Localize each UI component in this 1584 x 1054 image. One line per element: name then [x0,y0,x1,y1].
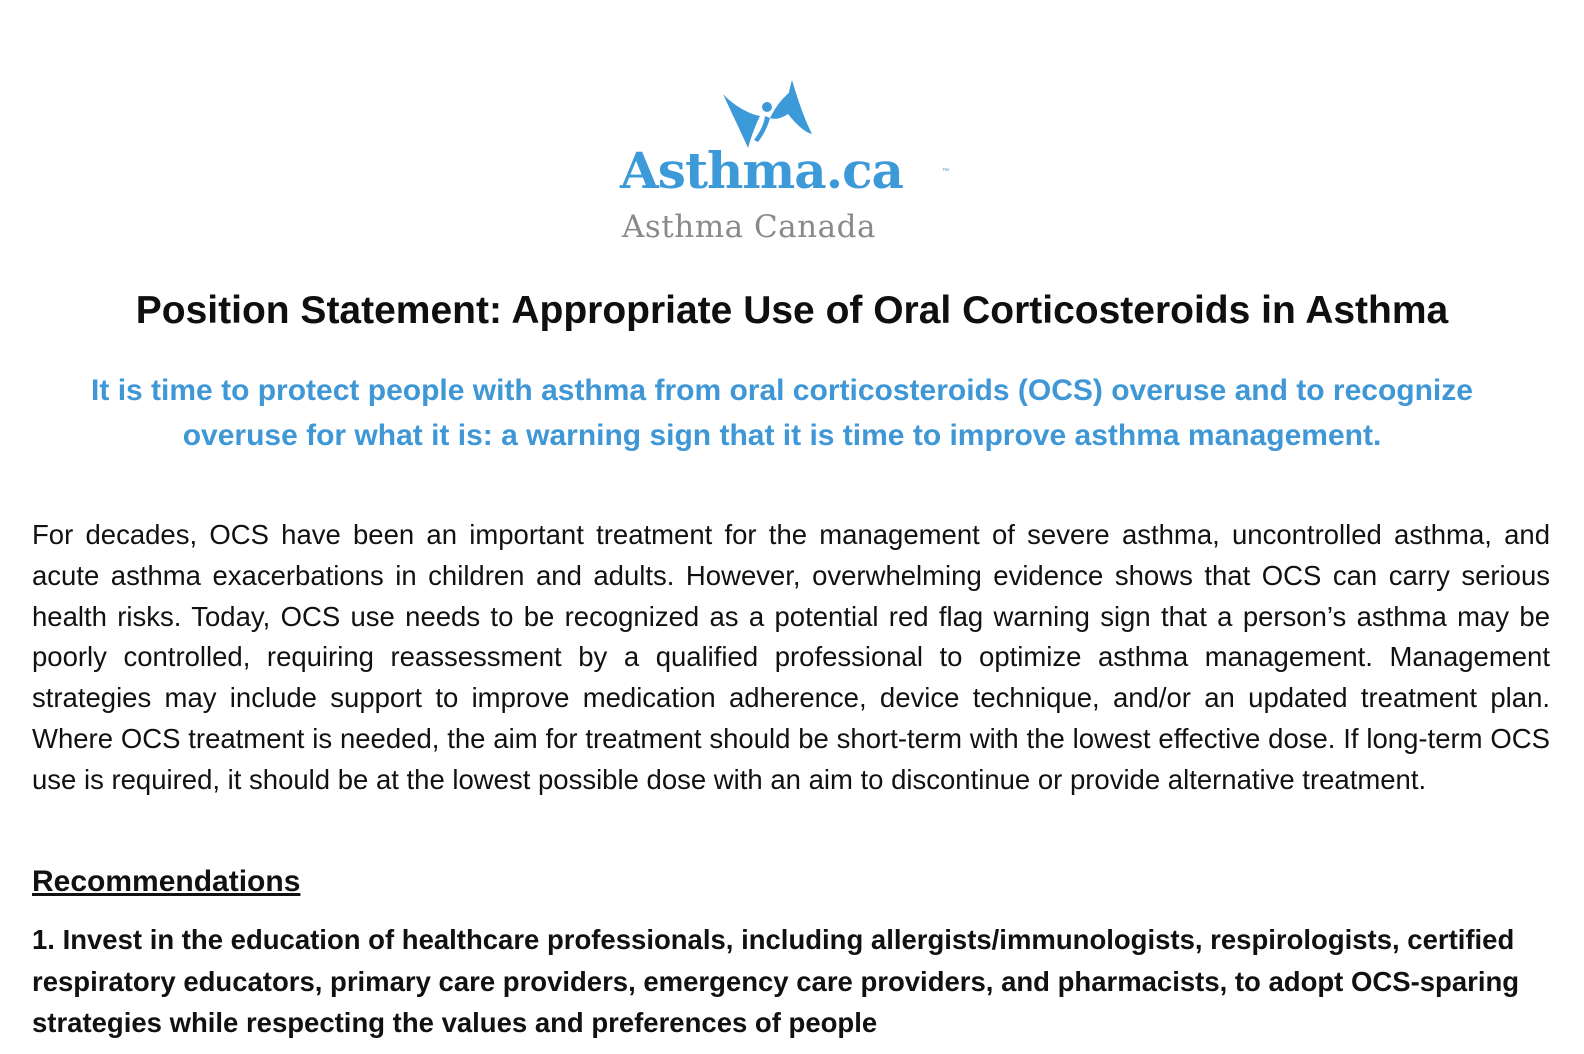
asthma-canada-logo [620,78,960,248]
tagline: It is time to protect people with asthma from oral corticosteroids (OCS) overuse and to recognize overuse for what it is: a warning sign that it is time to improve asthma management. [91,374,1473,452]
logo-trademark: ™ [942,168,949,175]
recommendation-item: 1. Invest in the education of healthcare professionals, including allergists/immunologists, respirologists, certified respiratory educators, primary care providers, emergency care providers, and pharmacists, to adopt OCS-sparing strategies while respecting the values and preferences of people [32,924,1520,1038]
logo-subtitle: Asthma Canada [622,209,876,245]
document-title: Position Statement: Appropriate Use of Oral Corticosteroids in Asthma [135,289,1449,332]
logo-wordmark: Asthma.ca [620,141,903,200]
recommendations-heading: Recommendations [32,865,301,898]
intro-paragraph: For decades, OCS have been an important treatment for the management of severe asthma, uncontrolled asthma, and acute asthma exacerbations in children and adults. However, overwhelming evidence shows that OCS can carry serious health risks. Today, OCS use needs to be recognized as a potential red flag warning sign that a person’s asthma may be poorly controlled, requiring reassessment by a qualified professional to optimize asthma management. Management strategies may include support to improve medication adherence, device technique, and/or an updated treatment plan. Where OCS treatment is needed, the aim for treatment should be short-term with the lowest effective dose. If long-term OCS use is required, it should be at the lowest possible dose with an aim to discontinue or provide alternative treatment. [32,519,1550,795]
